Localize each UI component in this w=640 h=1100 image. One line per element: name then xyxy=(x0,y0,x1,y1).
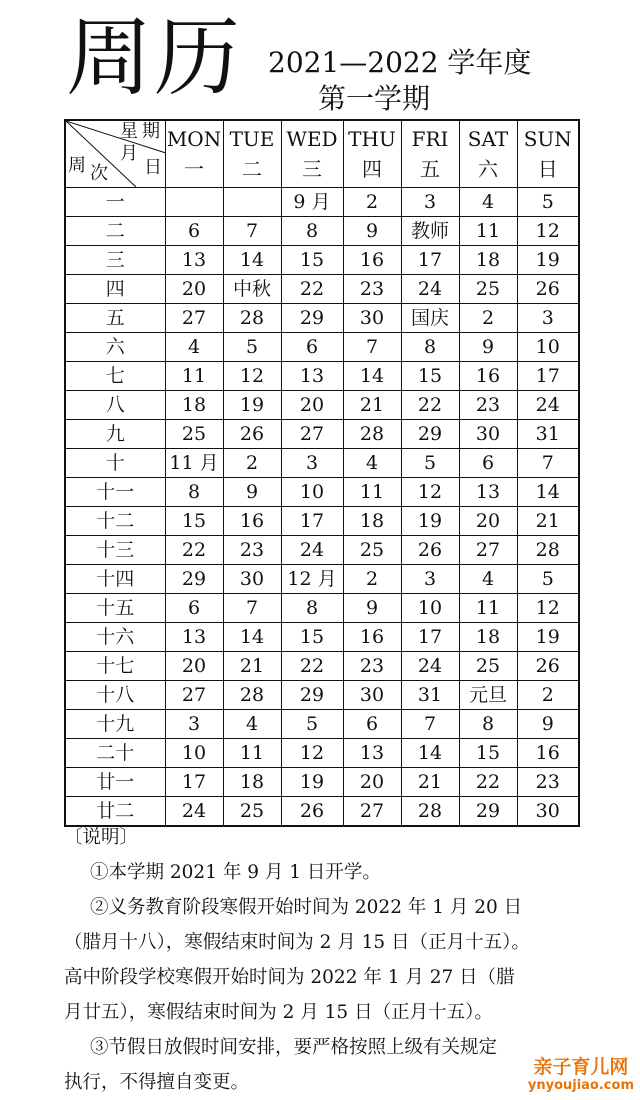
week-row xyxy=(65,739,579,768)
date-cell: 2 xyxy=(517,681,579,710)
day-header-zh: 六 xyxy=(478,157,498,181)
date-cell: 4 xyxy=(223,710,281,739)
week-number-cell: 二 xyxy=(65,217,165,246)
date-cell: 19 xyxy=(517,623,579,652)
date-cell: 20 xyxy=(165,275,223,304)
date-cell: 25 xyxy=(223,797,281,827)
date-cell: 国庆 xyxy=(401,304,459,333)
date-cell: 5 xyxy=(281,710,343,739)
site-watermark xyxy=(528,1056,634,1094)
date-cell: 20 xyxy=(165,652,223,681)
date-cell: 30 xyxy=(343,304,401,333)
week-row xyxy=(65,768,579,797)
week-row xyxy=(65,217,579,246)
date-cell: 23 xyxy=(223,536,281,565)
day-header-mon xyxy=(165,120,223,188)
date-cell: 12 xyxy=(401,478,459,507)
date-cell: 26 xyxy=(223,420,281,449)
week-row xyxy=(65,623,579,652)
date-cell: 9 xyxy=(517,710,579,739)
note-line-4: 高中阶段学校寒假开始时间为 2022 年 1 月 27 日（腊 xyxy=(64,967,515,988)
date-cell: 20 xyxy=(281,391,343,420)
note-line-5: 月廿五），寒假结束时间为 2 月 15 日（正月十五）。 xyxy=(64,1002,493,1023)
week-number-cell: 四 xyxy=(65,275,165,304)
date-cell: 16 xyxy=(459,362,517,391)
date-cell: 17 xyxy=(401,246,459,275)
date-cell: 26 xyxy=(401,536,459,565)
day-header-zh: 三 xyxy=(302,157,322,181)
date-cell: 2 xyxy=(459,304,517,333)
date-cell: 21 xyxy=(223,652,281,681)
date-cell: 28 xyxy=(343,420,401,449)
week-number-cell: 十一 xyxy=(65,478,165,507)
date-cell: 14 xyxy=(223,246,281,275)
date-cell: 26 xyxy=(517,652,579,681)
date-cell: 8 xyxy=(281,217,343,246)
date-cell: 9 xyxy=(343,217,401,246)
date-cell: 27 xyxy=(165,304,223,333)
date-cell: 28 xyxy=(401,797,459,827)
corner-header-cell xyxy=(65,120,165,188)
week-row xyxy=(65,565,579,594)
date-cell: 6 xyxy=(459,449,517,478)
date-cell: 28 xyxy=(223,681,281,710)
date-cell: 20 xyxy=(459,507,517,536)
date-cell: 22 xyxy=(281,275,343,304)
date-cell: 25 xyxy=(459,652,517,681)
date-cell: 14 xyxy=(517,478,579,507)
date-cell: 26 xyxy=(281,797,343,827)
week-number-cell: 五 xyxy=(65,304,165,333)
week-number-cell: 廿二 xyxy=(65,797,165,827)
date-cell: 2 xyxy=(343,188,401,217)
date-cell: 11 xyxy=(459,594,517,623)
date-cell: 17 xyxy=(401,623,459,652)
date-cell: 12 xyxy=(281,739,343,768)
day-header-en: FRI xyxy=(411,127,449,151)
date-cell: 13 xyxy=(459,478,517,507)
week-number-cell: 十九 xyxy=(65,710,165,739)
date-cell: 24 xyxy=(401,275,459,304)
date-cell: 27 xyxy=(459,536,517,565)
date-cell: 23 xyxy=(343,652,401,681)
date-cell: 22 xyxy=(165,536,223,565)
week-calendar-table xyxy=(64,119,580,827)
date-cell: 10 xyxy=(517,333,579,362)
week-row xyxy=(65,681,579,710)
week-row xyxy=(65,507,579,536)
date-cell: 6 xyxy=(165,594,223,623)
date-cell: 29 xyxy=(459,797,517,827)
date-cell: 17 xyxy=(281,507,343,536)
date-cell: 29 xyxy=(401,420,459,449)
date-cell: 21 xyxy=(401,768,459,797)
day-header-tue xyxy=(223,120,281,188)
date-cell: 16 xyxy=(517,739,579,768)
date-cell: 18 xyxy=(459,623,517,652)
day-header-zh: 四 xyxy=(362,157,382,181)
week-number-cell: 八 xyxy=(65,391,165,420)
date-cell: 11 xyxy=(165,362,223,391)
date-cell: 6 xyxy=(343,710,401,739)
date-cell: 10 xyxy=(281,478,343,507)
date-cell: 25 xyxy=(165,420,223,449)
date-cell: 9 xyxy=(459,333,517,362)
note-line-7: 执行，不得擅自变更。 xyxy=(64,1072,250,1093)
corner-label-ri: 日 xyxy=(144,157,162,178)
date-cell xyxy=(223,188,281,217)
week-number-cell: 十二 xyxy=(65,507,165,536)
week-row xyxy=(65,478,579,507)
date-cell: 5 xyxy=(223,333,281,362)
date-cell: 24 xyxy=(165,797,223,827)
date-cell: 17 xyxy=(165,768,223,797)
date-cell: 21 xyxy=(343,391,401,420)
day-header-fri xyxy=(401,120,459,188)
week-number-cell: 三 xyxy=(65,246,165,275)
week-number-cell: 七 xyxy=(65,362,165,391)
corner-label-ci: 次 xyxy=(90,163,108,184)
corner-label-xing: 星 xyxy=(120,121,138,142)
week-number-cell: 十三 xyxy=(65,536,165,565)
date-cell: 9 xyxy=(223,478,281,507)
date-cell: 30 xyxy=(459,420,517,449)
day-header-zh: 日 xyxy=(537,157,558,181)
date-cell: 3 xyxy=(401,188,459,217)
date-cell: 13 xyxy=(281,362,343,391)
header-row xyxy=(65,120,579,188)
day-header-en: THU xyxy=(348,127,396,151)
day-header-en: WED xyxy=(286,127,338,151)
watermark-name: 亲子育儿网 xyxy=(533,1056,629,1078)
date-cell: 22 xyxy=(281,652,343,681)
date-cell: 12 xyxy=(517,594,579,623)
date-cell: 13 xyxy=(165,246,223,275)
week-row xyxy=(65,449,579,478)
date-cell: 7 xyxy=(223,594,281,623)
week-number-cell: 二十 xyxy=(65,739,165,768)
date-cell: 18 xyxy=(223,768,281,797)
week-number-cell: 十四 xyxy=(65,565,165,594)
date-cell: 23 xyxy=(459,391,517,420)
date-cell: 4 xyxy=(459,565,517,594)
date-cell: 12 xyxy=(517,217,579,246)
date-cell: 30 xyxy=(343,681,401,710)
corner-label-zhou: 周 xyxy=(68,155,86,176)
corner-label-yue: 月 xyxy=(120,143,138,164)
date-cell: 23 xyxy=(343,275,401,304)
date-cell: 7 xyxy=(401,710,459,739)
date-cell: 中秋 xyxy=(223,275,281,304)
date-cell xyxy=(165,188,223,217)
week-number-cell: 十六 xyxy=(65,623,165,652)
date-cell: 31 xyxy=(517,420,579,449)
date-cell: 3 xyxy=(401,565,459,594)
date-cell: 16 xyxy=(343,623,401,652)
week-number-cell: 十五 xyxy=(65,594,165,623)
week-number-cell: 十八 xyxy=(65,681,165,710)
day-header-zh: 二 xyxy=(242,157,262,181)
date-cell: 13 xyxy=(165,623,223,652)
week-row xyxy=(65,333,579,362)
date-cell: 31 xyxy=(401,681,459,710)
day-header-en: MON xyxy=(166,127,222,151)
date-cell: 10 xyxy=(165,739,223,768)
date-cell: 8 xyxy=(459,710,517,739)
date-cell: 15 xyxy=(459,739,517,768)
semester-label: 第一学期 xyxy=(318,82,431,115)
note-line-1: ①本学期 2021 年 9 月 1 日开学。 xyxy=(90,862,381,883)
date-cell: 18 xyxy=(343,507,401,536)
date-cell: 16 xyxy=(223,507,281,536)
week-number-cell: 六 xyxy=(65,333,165,362)
date-cell: 19 xyxy=(281,768,343,797)
date-cell: 15 xyxy=(281,246,343,275)
date-cell: 7 xyxy=(223,217,281,246)
date-cell: 26 xyxy=(517,275,579,304)
date-cell: 22 xyxy=(401,391,459,420)
date-cell: 11 xyxy=(459,217,517,246)
week-row xyxy=(65,594,579,623)
date-cell: 9 xyxy=(343,594,401,623)
week-row xyxy=(65,275,579,304)
date-cell: 7 xyxy=(517,449,579,478)
date-cell: 21 xyxy=(517,507,579,536)
day-header-en: SAT xyxy=(467,127,509,151)
date-cell: 4 xyxy=(459,188,517,217)
date-cell: 7 xyxy=(343,333,401,362)
date-cell: 8 xyxy=(165,478,223,507)
date-cell: 2 xyxy=(223,449,281,478)
date-cell: 9 月 xyxy=(281,188,343,217)
week-row xyxy=(65,420,579,449)
day-header-thu xyxy=(343,120,401,188)
date-cell: 14 xyxy=(223,623,281,652)
date-cell: 15 xyxy=(165,507,223,536)
date-cell: 8 xyxy=(281,594,343,623)
day-header-en: TUE xyxy=(229,127,275,151)
date-cell: 24 xyxy=(517,391,579,420)
date-cell: 16 xyxy=(343,246,401,275)
day-header-zh: 一 xyxy=(184,157,204,181)
date-cell: 5 xyxy=(401,449,459,478)
week-number-cell: 廿一 xyxy=(65,768,165,797)
week-row xyxy=(65,304,579,333)
date-cell: 3 xyxy=(517,304,579,333)
date-cell: 11 月 xyxy=(165,449,223,478)
week-number-cell: 一 xyxy=(65,188,165,217)
watermark-url: ynyoujiao.com xyxy=(527,1078,634,1093)
date-cell: 27 xyxy=(165,681,223,710)
note-line-3: （腊月十八），寒假结束时间为 2 月 15 日（正月十五）。 xyxy=(64,932,530,953)
week-row xyxy=(65,391,579,420)
date-cell: 29 xyxy=(281,681,343,710)
week-row xyxy=(65,246,579,275)
date-cell: 30 xyxy=(517,797,579,827)
academic-year: 2021—2022 学年度 xyxy=(268,46,532,79)
date-cell: 10 xyxy=(401,594,459,623)
date-cell: 4 xyxy=(343,449,401,478)
date-cell: 4 xyxy=(165,333,223,362)
day-header-en: SUN xyxy=(523,127,572,151)
date-cell: 29 xyxy=(165,565,223,594)
date-cell: 13 xyxy=(343,739,401,768)
date-cell: 22 xyxy=(459,768,517,797)
date-cell: 14 xyxy=(343,362,401,391)
date-cell: 5 xyxy=(517,565,579,594)
date-cell: 19 xyxy=(517,246,579,275)
date-cell: 20 xyxy=(343,768,401,797)
date-cell: 14 xyxy=(401,739,459,768)
date-cell: 3 xyxy=(165,710,223,739)
day-header-sat xyxy=(459,120,517,188)
date-cell: 28 xyxy=(223,304,281,333)
week-number-cell: 十七 xyxy=(65,652,165,681)
day-header-sun xyxy=(517,120,579,188)
day-header-zh: 五 xyxy=(420,157,440,181)
date-cell: 15 xyxy=(281,623,343,652)
week-row xyxy=(65,536,579,565)
date-cell: 3 xyxy=(281,449,343,478)
week-number-cell: 十 xyxy=(65,449,165,478)
date-cell: 18 xyxy=(459,246,517,275)
date-cell: 11 xyxy=(343,478,401,507)
note-line-6: ③节假日放假时间安排，要严格按照上级有关规定 xyxy=(90,1037,498,1058)
date-cell: 12 xyxy=(223,362,281,391)
date-cell: 28 xyxy=(517,536,579,565)
week-number-cell: 九 xyxy=(65,420,165,449)
date-cell: 12 月 xyxy=(281,565,343,594)
corner-label-qi: 期 xyxy=(142,121,160,142)
date-cell: 2 xyxy=(343,565,401,594)
date-cell: 教师 xyxy=(401,217,459,246)
day-header-wed xyxy=(281,120,343,188)
date-cell: 6 xyxy=(165,217,223,246)
date-cell: 24 xyxy=(401,652,459,681)
page-title: 周历 xyxy=(66,8,242,108)
notes-section xyxy=(64,820,584,1100)
date-cell: 24 xyxy=(281,536,343,565)
calendar-body xyxy=(65,188,579,827)
date-cell: 11 xyxy=(223,739,281,768)
week-row xyxy=(65,362,579,391)
week-row xyxy=(65,652,579,681)
date-cell: 元旦 xyxy=(459,681,517,710)
date-cell: 6 xyxy=(281,333,343,362)
date-cell: 30 xyxy=(223,565,281,594)
notes-heading: 〔说明〕 xyxy=(64,827,139,848)
date-cell: 19 xyxy=(223,391,281,420)
date-cell: 23 xyxy=(517,768,579,797)
date-cell: 19 xyxy=(401,507,459,536)
date-cell: 27 xyxy=(343,797,401,827)
date-cell: 25 xyxy=(343,536,401,565)
date-cell: 8 xyxy=(401,333,459,362)
date-cell: 15 xyxy=(401,362,459,391)
week-row xyxy=(65,188,579,217)
week-row xyxy=(65,710,579,739)
date-cell: 25 xyxy=(459,275,517,304)
date-cell: 17 xyxy=(517,362,579,391)
date-cell: 29 xyxy=(281,304,343,333)
note-line-2: ②义务教育阶段寒假开始时间为 2022 年 1 月 20 日 xyxy=(90,897,523,918)
date-cell: 18 xyxy=(165,391,223,420)
date-cell: 5 xyxy=(517,188,579,217)
date-cell: 27 xyxy=(281,420,343,449)
